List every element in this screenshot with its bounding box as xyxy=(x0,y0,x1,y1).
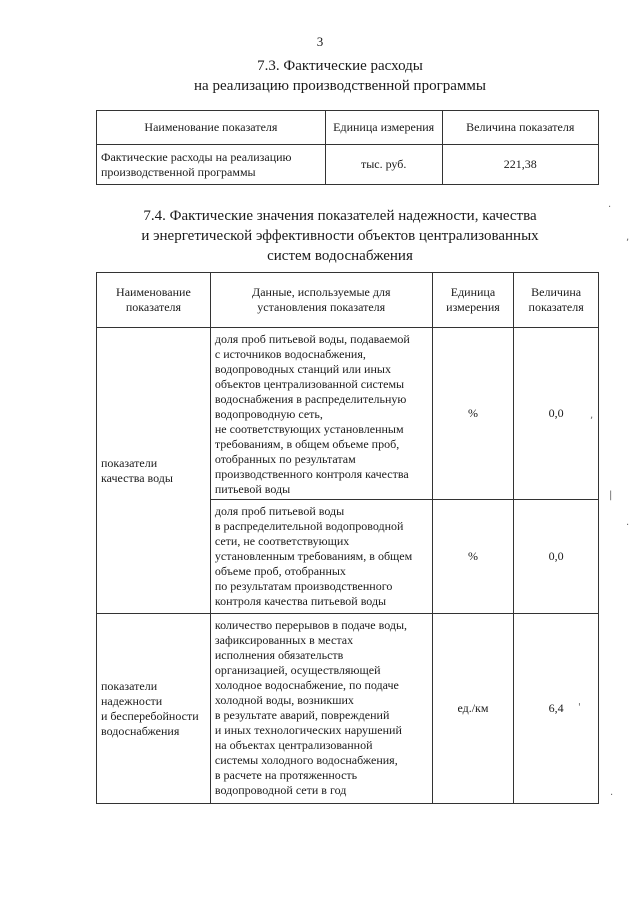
section-title-line: и энергетической эффективности объектов централизованных xyxy=(141,228,539,244)
group-name-line: показатели xyxy=(101,455,158,470)
row-value-cell: 6,4 xyxy=(514,614,599,804)
header-cell-data xyxy=(210,273,432,328)
group-name-line: качества воды xyxy=(101,470,173,485)
scan-mark: · xyxy=(608,202,612,213)
group-name-line: водоснабжения xyxy=(101,723,180,738)
data-line: количество перерывов в подаче воды, xyxy=(214,618,408,632)
data-line: отобранных по результатам xyxy=(214,452,356,466)
data-line: в результате аварий, повреждений xyxy=(214,708,390,722)
data-line: водопроводной сети в год xyxy=(214,783,347,797)
scan-mark: · xyxy=(610,790,614,801)
data-line: в распределительной водопроводной xyxy=(214,519,404,533)
data-line: объеме проб, отобранных xyxy=(214,564,346,578)
data-line: требованиям, в общем объеме проб, xyxy=(214,437,400,451)
row-name-line: Фактические расходы на реализацию xyxy=(101,149,292,164)
scan-mark: · xyxy=(626,520,630,531)
group-name-line: надежности xyxy=(101,693,163,708)
data-line: организацией, осуществляющей xyxy=(214,663,381,677)
section-title-line: 7.4. Фактические значения показателей надежности, качества xyxy=(143,208,537,224)
section-title-7-3 xyxy=(60,56,620,96)
header-line: Величина xyxy=(531,285,582,299)
data-line: контроля качества питьевой воды xyxy=(214,594,387,608)
expenses-table xyxy=(96,110,599,185)
data-line: холодной воды, возникших xyxy=(214,693,354,707)
header-cell-name: Наименование показателя xyxy=(97,111,326,145)
section-title-line: на реализацию производственной программы xyxy=(194,78,486,94)
indicators-table xyxy=(96,272,599,804)
table-row xyxy=(97,614,599,804)
header-line: Единица xyxy=(450,285,496,299)
table-row xyxy=(97,145,599,185)
row-unit-cell: % xyxy=(432,500,514,614)
row-name-line: производственной программы xyxy=(101,164,256,179)
scan-mark: | xyxy=(609,490,613,501)
data-line: производственного контроля качества xyxy=(214,467,409,481)
data-line: системы холодного водоснабжения, xyxy=(214,753,398,767)
data-line: доля проб питьевой воды, подаваемой xyxy=(214,332,410,346)
group-name-line: показатели xyxy=(101,678,158,693)
header-cell-name xyxy=(97,273,211,328)
group-name-cell xyxy=(97,614,211,804)
scan-mark: , xyxy=(590,410,594,421)
header-line: Данные, используемые для xyxy=(252,285,391,299)
row-unit-cell: ед./км xyxy=(432,614,514,804)
data-line: в расчете на протяженность xyxy=(214,768,358,782)
data-line: и иных технологических нарушений xyxy=(214,723,402,737)
data-line: доля проб питьевой воды xyxy=(214,504,345,518)
table-row xyxy=(97,328,599,500)
header-cell-unit xyxy=(432,273,514,328)
row-unit-cell: % xyxy=(432,328,514,500)
header-cell-value: Величина показателя xyxy=(442,111,598,145)
header-line: показателя xyxy=(528,300,584,314)
data-line: на объектах централизованной xyxy=(214,738,373,752)
group-name-line: и бесперебойности xyxy=(101,708,199,723)
data-line: водопроводных станций или иных xyxy=(214,362,391,376)
row-value-cell: 0,0 xyxy=(514,500,599,614)
header-cell-value xyxy=(514,273,599,328)
data-line: по результатам производственного xyxy=(214,579,393,593)
data-line: исполнения обязательств xyxy=(214,648,344,662)
scan-mark: ' xyxy=(578,702,581,713)
section-title-7-4 xyxy=(60,206,620,266)
row-unit-cell: тыс. руб. xyxy=(325,145,442,185)
section-title-line: 7.3. Фактические расходы xyxy=(257,58,423,74)
scan-mark: , xyxy=(626,232,630,243)
data-line: не соответствующих установленным xyxy=(214,422,404,436)
data-line: сети, не соответствующих xyxy=(214,534,350,548)
table-header-row xyxy=(97,273,599,328)
table-header-row xyxy=(97,111,599,145)
header-line: измерения xyxy=(446,300,500,314)
row-data-cell xyxy=(210,500,432,614)
group-name-cell xyxy=(97,328,211,614)
section-title-line: систем водоснабжения xyxy=(267,248,413,264)
header-cell-unit: Единица измерения xyxy=(325,111,442,145)
data-line: объектов централизованной системы xyxy=(214,377,405,391)
header-line: установления показателя xyxy=(257,300,386,314)
row-data-cell xyxy=(210,328,432,500)
header-line: показателя xyxy=(125,300,182,314)
row-value-cell: 0,0 xyxy=(514,328,599,500)
data-line: питьевой воды xyxy=(214,482,291,496)
header-line: Наименование xyxy=(116,285,191,299)
data-line: холодное водоснабжение, по подаче xyxy=(214,678,399,692)
row-name-cell xyxy=(97,145,326,185)
row-value-cell: 221,38 xyxy=(442,145,598,185)
page-number: 3 xyxy=(316,34,324,49)
row-data-cell xyxy=(210,614,432,804)
data-line: установленным требованиям, в общем xyxy=(214,549,413,563)
data-line: зафиксированных в местах xyxy=(214,633,354,647)
data-line: водопроводную сеть, xyxy=(214,407,323,421)
data-line: с источников водоснабжения, xyxy=(214,347,366,361)
data-line: водоснабжения в распределительную xyxy=(214,392,407,406)
